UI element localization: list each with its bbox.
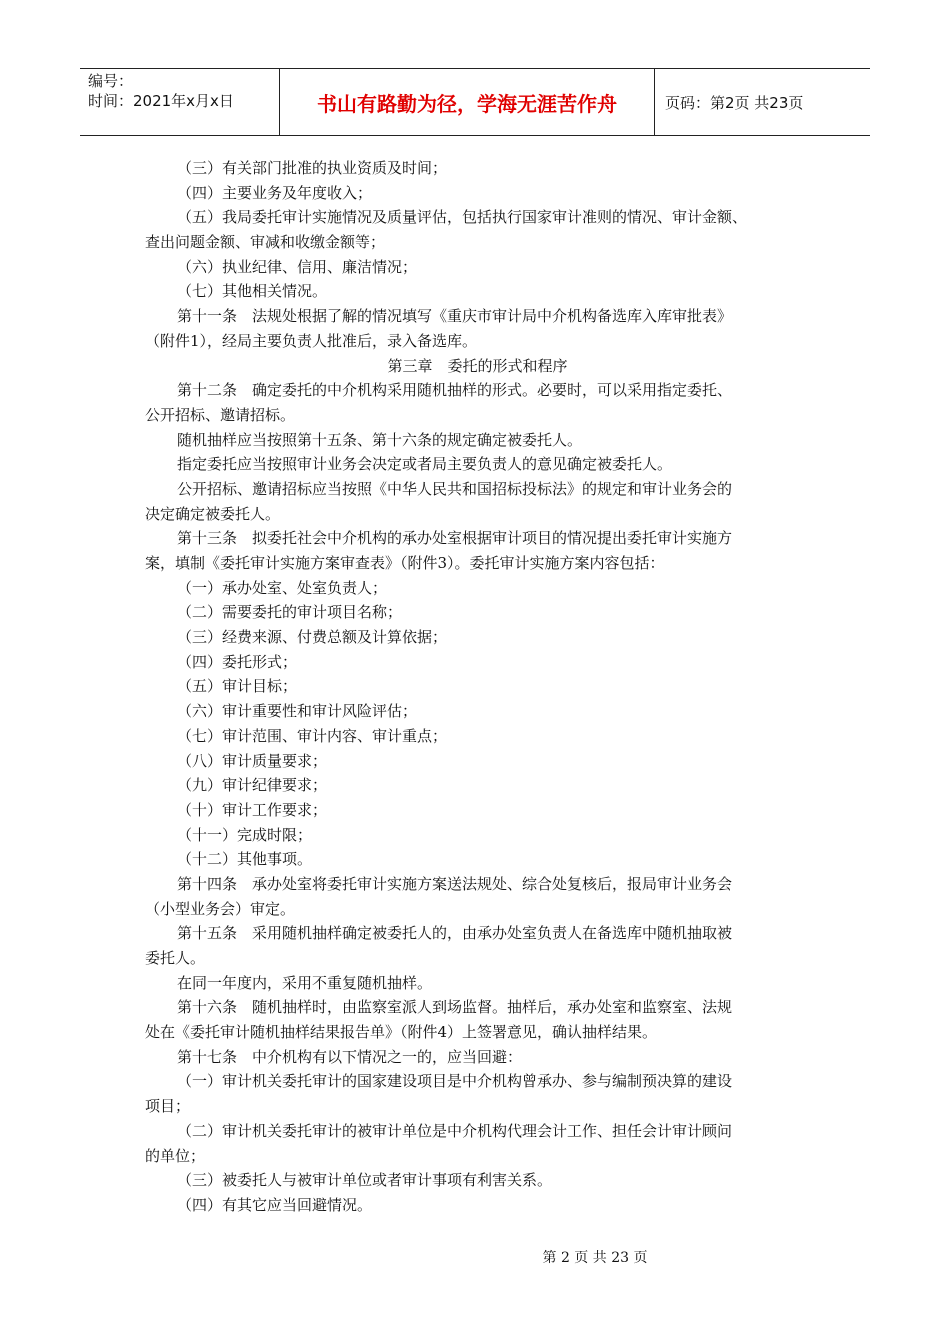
- header-motto: 书山有路勤为径，学海无涯苦作舟: [280, 69, 655, 135]
- header-meta: [80, 69, 280, 135]
- paragraph-line: （九）审计纪律要求；: [177, 776, 328, 795]
- paragraph-line: 第十一条 法规处根据了解的情况填写《重庆市审计局中介机构备选库入库审批表》: [177, 307, 733, 326]
- paragraph-line: 第十二条 确定委托的中介机构采用随机抽样的形式。必要时，可以采用指定委托、: [177, 381, 733, 400]
- paragraph-line: （三）被委托人与被审计单位或者审计事项有利害关系。: [177, 1171, 553, 1190]
- paragraph-line: （四）委托形式；: [177, 652, 298, 671]
- paragraph-line: （附件1），经局主要负责人批准后，录入备选库。: [145, 331, 478, 350]
- paragraph-line: 指定委托应当按照审计业务会决定或者局主要负责人的意见确定被委托人。: [177, 455, 673, 474]
- paragraph-line: 公开招标、邀请招标应当按照《中华人民共和国招标投标法》的规定和审计业务会的: [177, 479, 733, 498]
- paragraph-line: 案，填制《委托审计实施方案审查表》（附件3）。委托审计实施方案内容包括：: [145, 554, 665, 572]
- document-number-label: 编号：: [88, 72, 134, 90]
- paragraph-line: （十）审计工作要求；: [177, 800, 328, 819]
- paragraph-line: （八）审计质量要求；: [177, 751, 328, 770]
- paragraph-line: 第十五条 采用随机抽样确定被委托人的，由承办处室负责人在备选库中随机抽取被: [177, 924, 733, 943]
- paragraph-line: 项目；: [145, 1097, 191, 1116]
- paragraph-line: （五）我局委托审计实施情况及质量评估，包括执行国家审计准则的情况、审计金额、: [177, 208, 748, 227]
- paragraph-line: （四）有其它应当回避情况。: [177, 1195, 373, 1214]
- paragraph-line: （一）审计机关委托审计的国家建设项目是中介机构曾承办、参与编制预决算的建设: [177, 1072, 733, 1091]
- page-footer: 第 2 页 共 23 页: [542, 1250, 648, 1266]
- paragraph-line: 第十三条 拟委托社会中介机构的承办处室根据审计项目的情况提出委托审计实施方: [177, 529, 733, 548]
- paragraph-line: （四）主要业务及年度收入；: [177, 183, 373, 202]
- page-header: [80, 68, 870, 136]
- paragraph-line: 决定确定被委托人。: [145, 504, 281, 523]
- paragraph-line: （六）审计重要性和审计风险评估；: [177, 702, 418, 721]
- paragraph-line: 第十六条 随机抽样时，由监察室派人到场监督。抽样后，承办处室和监察室、法规: [177, 998, 733, 1017]
- paragraph-line: （二）需要委托的审计项目名称；: [177, 603, 403, 622]
- document-body: [145, 156, 810, 1218]
- paragraph-line: （七）其他相关情况。: [177, 282, 328, 301]
- paragraph-line: （二）审计机关委托审计的被审计单位是中介机构代理会计工作、担任会计审计顾问: [177, 1121, 733, 1140]
- paragraph-line: （十二）其他事项。: [177, 850, 313, 869]
- paragraph-line: （七）审计范围、审计内容、审计重点；: [177, 726, 448, 745]
- chapter-heading: 第三章 委托的形式和程序: [387, 356, 568, 375]
- header-page-info: 页码：第2页 共23页: [665, 93, 804, 112]
- paragraph-line: （五）审计目标；: [177, 677, 298, 696]
- paragraph-line: （一）承办处室、处室负责人；: [177, 578, 388, 597]
- paragraph-line: （三）有关部门批准的执业资质及时间；: [177, 159, 448, 177]
- paragraph-line: （六）执业纪律、信用、廉洁情况；: [177, 257, 418, 276]
- paragraph-line: （三）经费来源、付费总额及计算依据；: [177, 628, 448, 647]
- paragraph-line: 第十四条 承办处室将委托审计实施方案送法规处、综合处复核后，报局审计业务会: [177, 874, 733, 893]
- paragraph-line: 查出问题金额、审减和收缴金额等；: [145, 233, 386, 252]
- paragraph-line: 的单位；: [145, 1146, 206, 1165]
- paragraph-line: 在同一年度内，采用不重复随机抽样。: [177, 973, 433, 992]
- paragraph-line: （十一）完成时限；: [177, 825, 313, 844]
- paragraph-line: 公开招标、邀请招标。: [145, 405, 296, 424]
- paragraph-line: （小型业务会）审定。: [145, 899, 296, 918]
- paragraph-line: 随机抽样应当按照第十五条、第十六条的规定确定被委托人。: [177, 430, 583, 449]
- document-time-label: 时间：2021年x月x日: [88, 92, 234, 110]
- paragraph-line: 处在《委托审计随机抽样结果报告单》（附件4）上签署意见，确认抽样结果。: [145, 1023, 658, 1042]
- paragraph-line: 委托人。: [145, 949, 206, 967]
- paragraph-line: 第十七条 中介机构有以下情况之一的，应当回避：: [177, 1047, 523, 1066]
